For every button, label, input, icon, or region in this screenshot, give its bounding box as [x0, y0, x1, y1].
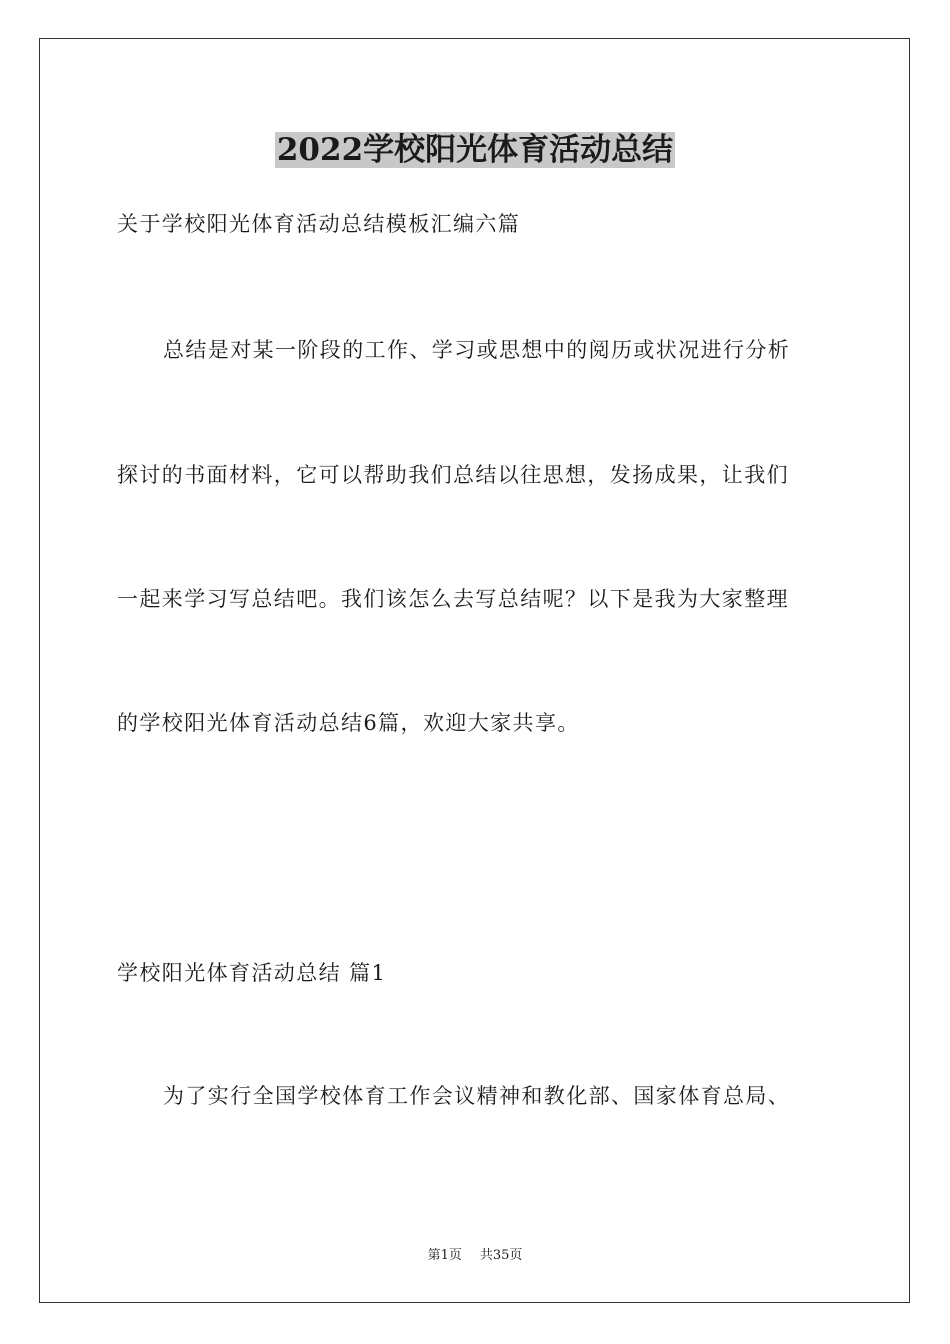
intro-line: 总结是对某一阶段的工作、学习或思想中的阅历或状况进行分析	[163, 338, 791, 362]
document-title	[0, 128, 950, 172]
intro-line: 一起来学习写总结吧。我们该怎么去写总结呢？以下是我为大家整理	[117, 587, 789, 611]
intro-line: 的学校阳光体育活动总结6篇，欢迎大家共享。	[117, 711, 580, 735]
page-total: 共35页	[479, 1248, 523, 1263]
page-number: 第1页	[427, 1248, 462, 1263]
document-subtitle: 关于学校阳光体育活动总结模板汇编六篇	[117, 212, 521, 236]
section-heading: 学校阳光体育活动总结 篇1	[117, 961, 387, 985]
page-footer	[0, 1247, 950, 1265]
intro-line: 探讨的书面材料，它可以帮助我们总结以往思想，发扬成果，让我们	[117, 463, 789, 487]
section-line: 为了实行全国学校体育工作会议精神和教化部、国家体育总局、	[163, 1084, 791, 1108]
document-title-text: 2022学校阳光体育活动总结	[276, 132, 674, 168]
